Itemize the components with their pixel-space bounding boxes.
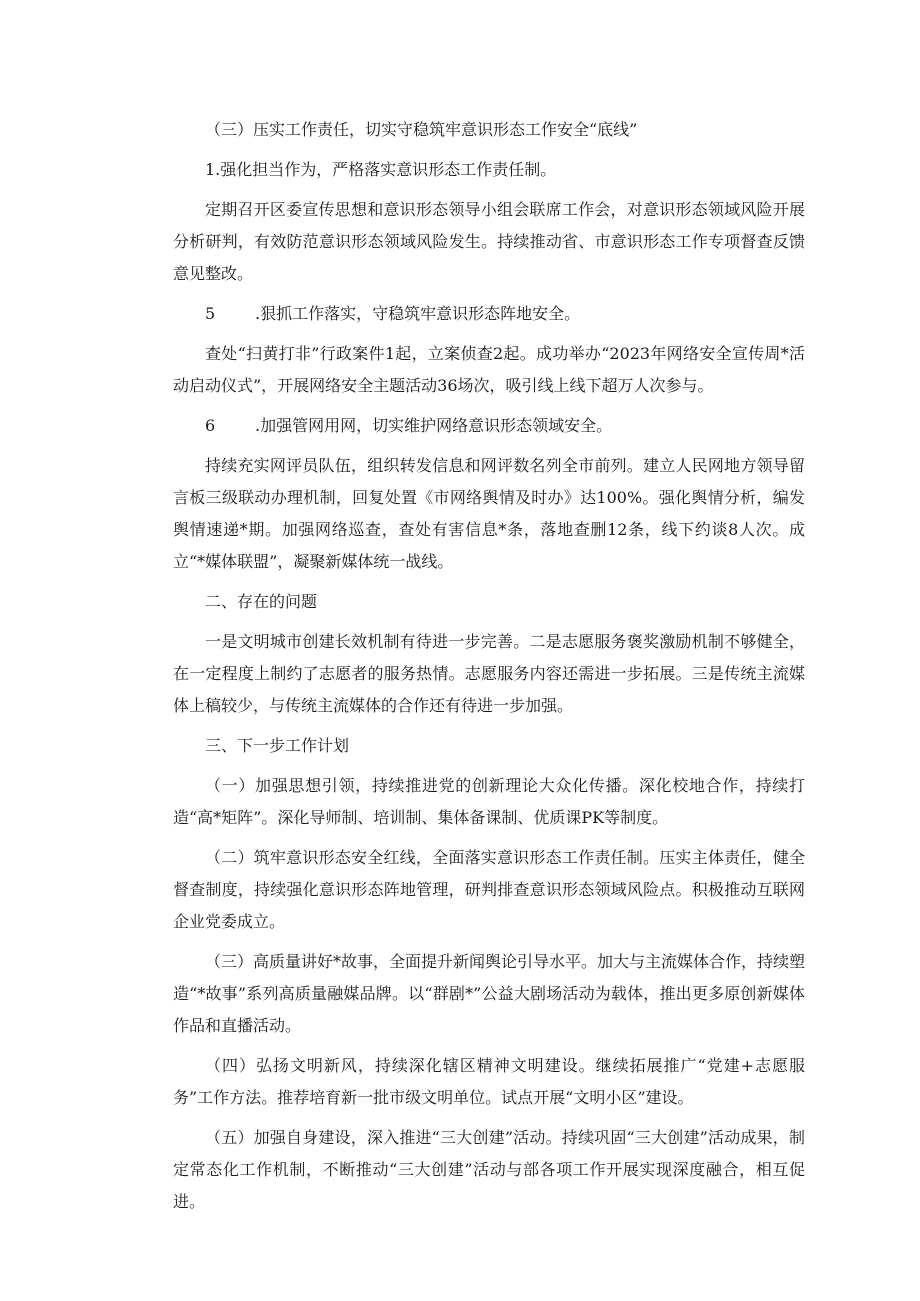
part-2-body: 一是文明城市创建长效机制有待进一步完善。二是志愿服务褒奖激励机制不够健全，在一定程度上制约了志愿者的服务热情。志愿服务内容还需进一步拓展。三是传统主流媒体上稿较少，与传统主流媒体的合作还有待进一步加强。 <box>173 632 805 715</box>
part-3-heading: 三、下一步工作计划 <box>205 736 350 755</box>
part-2-heading: 二、存在的问题 <box>205 592 318 611</box>
item-2-title <box>173 298 805 330</box>
item-3-title <box>173 410 805 442</box>
document-body <box>173 114 805 1226</box>
item-1-body: 定期召开区委宣传思想和意识形态领导小组会联席工作会，对意识形态领域风险开展分析研判，有效防范意识形态领域风险发生。持续推动省、市意识形态工作专项督查反馈意见整改。 <box>173 200 805 283</box>
item-3-title-text: .加强管网用网，切实维护网络意识形态领域安全。 <box>255 416 613 435</box>
plan-2: （二）筑牢意识形态安全红线，全面落实意识形态工作责任制。压实主体责任，健全督查制度，持续强化意识形态阵地管理，研判排查意识形态领域风险点。积极推动互联网企业党委成立。 <box>173 848 805 931</box>
plan-5: （五）加强自身建设，深入推进“三大创建”活动。持续巩固“三大创建”活动成果，制定常态化工作机制，不断推动“三大创建”活动与部各项工作开展实现深度融合，相互促进。 <box>173 1128 805 1211</box>
item-2-title-text: .狠抓工作落实，守稳筑牢意识形态阵地安全。 <box>255 304 581 323</box>
item-2-number: 5 <box>205 304 216 323</box>
plan-3: （三）高质量讲好*故事，全面提升新闻舆论引导水平。加大与主流媒体合作，持续塑造“*故事”系列高质量融媒品牌。以“群剧*”公益大剧场活动为载体，推出更多原创新媒体作品和直播活动。 <box>173 952 806 1035</box>
plan-4: （四）弘扬文明新风，持续深化辖区精神文明建设。继续拓展推广“党建+志愿服务”工作方法。推荐培育新一批市级文明单位。试点开展“文明小区”建设。 <box>173 1056 805 1107</box>
item-2-body: 查处“扫黄打非”行政案件1起，立案侦查2起。成功举办“2023年网络安全宣传周*活动启动仪式”，开展网络安全主题活动36场次，吸引线上线下超万人次参与。 <box>173 344 805 395</box>
item-3-number: 6 <box>205 416 216 435</box>
plan-1: （一）加强思想引领，持续推进党的创新理论大众化传播。深化校地合作，持续打造“高*矩阵”。深化导师制、培训制、集体备课制、优质课PK等制度。 <box>173 776 805 827</box>
item-3-body: 持续充实网评员队伍，组织转发信息和网评数名列全市前列。建立人民网地方领导留言板三级联动办理机制，回复处置《市网络舆情及时办》达100%。强化舆情分析，编发舆情速递*期。加强网络巡查，查处有害信息*条，落地查删12条，线下约谈8人次。成立“*媒体联盟”，凝聚新媒体统一战线。 <box>173 456 805 571</box>
section-heading-3: （三）压实工作责任，切实守稳筑牢意识形态工作安全“底线” <box>205 120 638 139</box>
item-1-title: 1.强化担当作为，严格落实意识形态工作责任制。 <box>205 160 557 179</box>
